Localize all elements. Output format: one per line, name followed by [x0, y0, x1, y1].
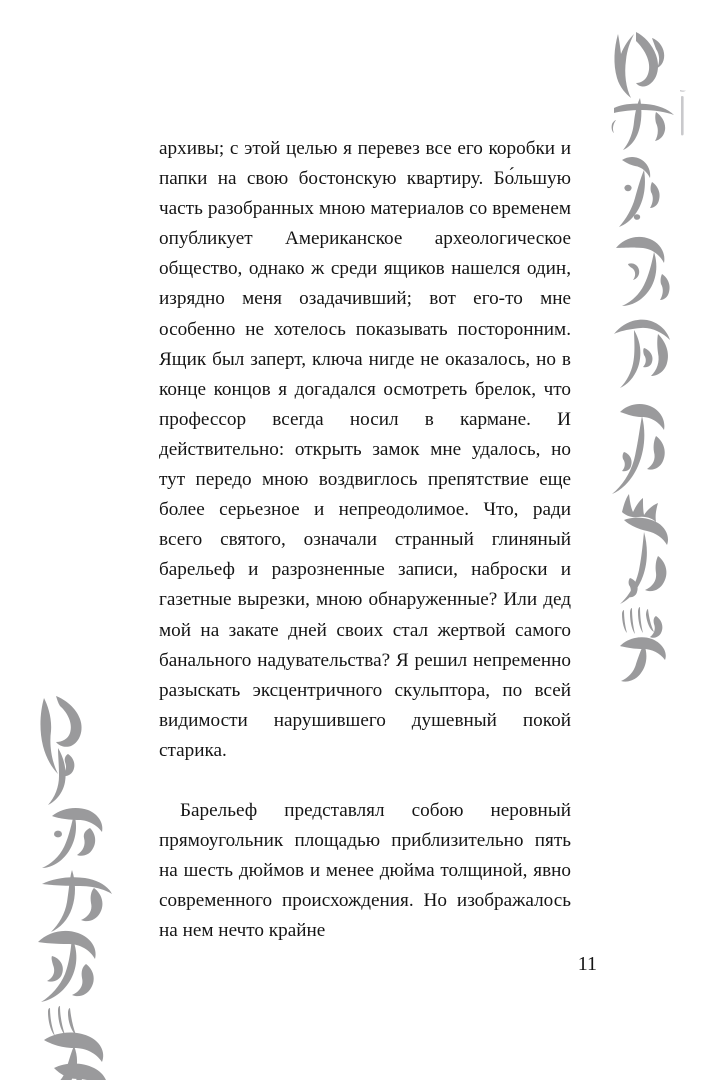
paragraph: Барельеф представлял собою неровный прямоугольник площадью приблизительно пять на шесть дюймов и менее дюйма толщиной, явно современного происхождения. Но изображалось на нем нечто крайне: [159, 800, 571, 942]
body-text-column: [159, 134, 571, 947]
alien-script-glyph-column-right-icon: [600, 12, 696, 664]
page-number: 11: [577, 953, 597, 975]
alien-script-glyph-column-left-icon: [24, 688, 134, 1080]
faint-vertical-tick-mark-icon: [678, 90, 688, 142]
paragraph: архивы; с этой целью я перевез все его коробки и папки на свою бостонскую квартиру. Бо́льшую часть разобранных мною материалов со временем опубликует Американское археологическое общество, однако ж среди ящиков нашелся один, изрядно меня озадачивший; вот его-то мне особенно не хотелось показывать посторонним. Ящик был заперт, ключа нигде не оказалось, но в конце концов я догадался осмотреть брелок, что профессор всегда носил в кармане. И действительно: открыть замок мне удалось, но тут передо мною воздвиглось препятствие еще более серьезное и непреодолимое. Что, ради всего святого, означали странный глиняный барельеф и разрозненные записи, наброски и газетные вырезки, мною обнаруженные? Или дед мой на закате дней своих стал жертвой самого банального надувательства? Я решил непременно разыскать эксцентричного скульптора, по всей видимости нарушившего душевный покой старика.: [159, 138, 571, 761]
